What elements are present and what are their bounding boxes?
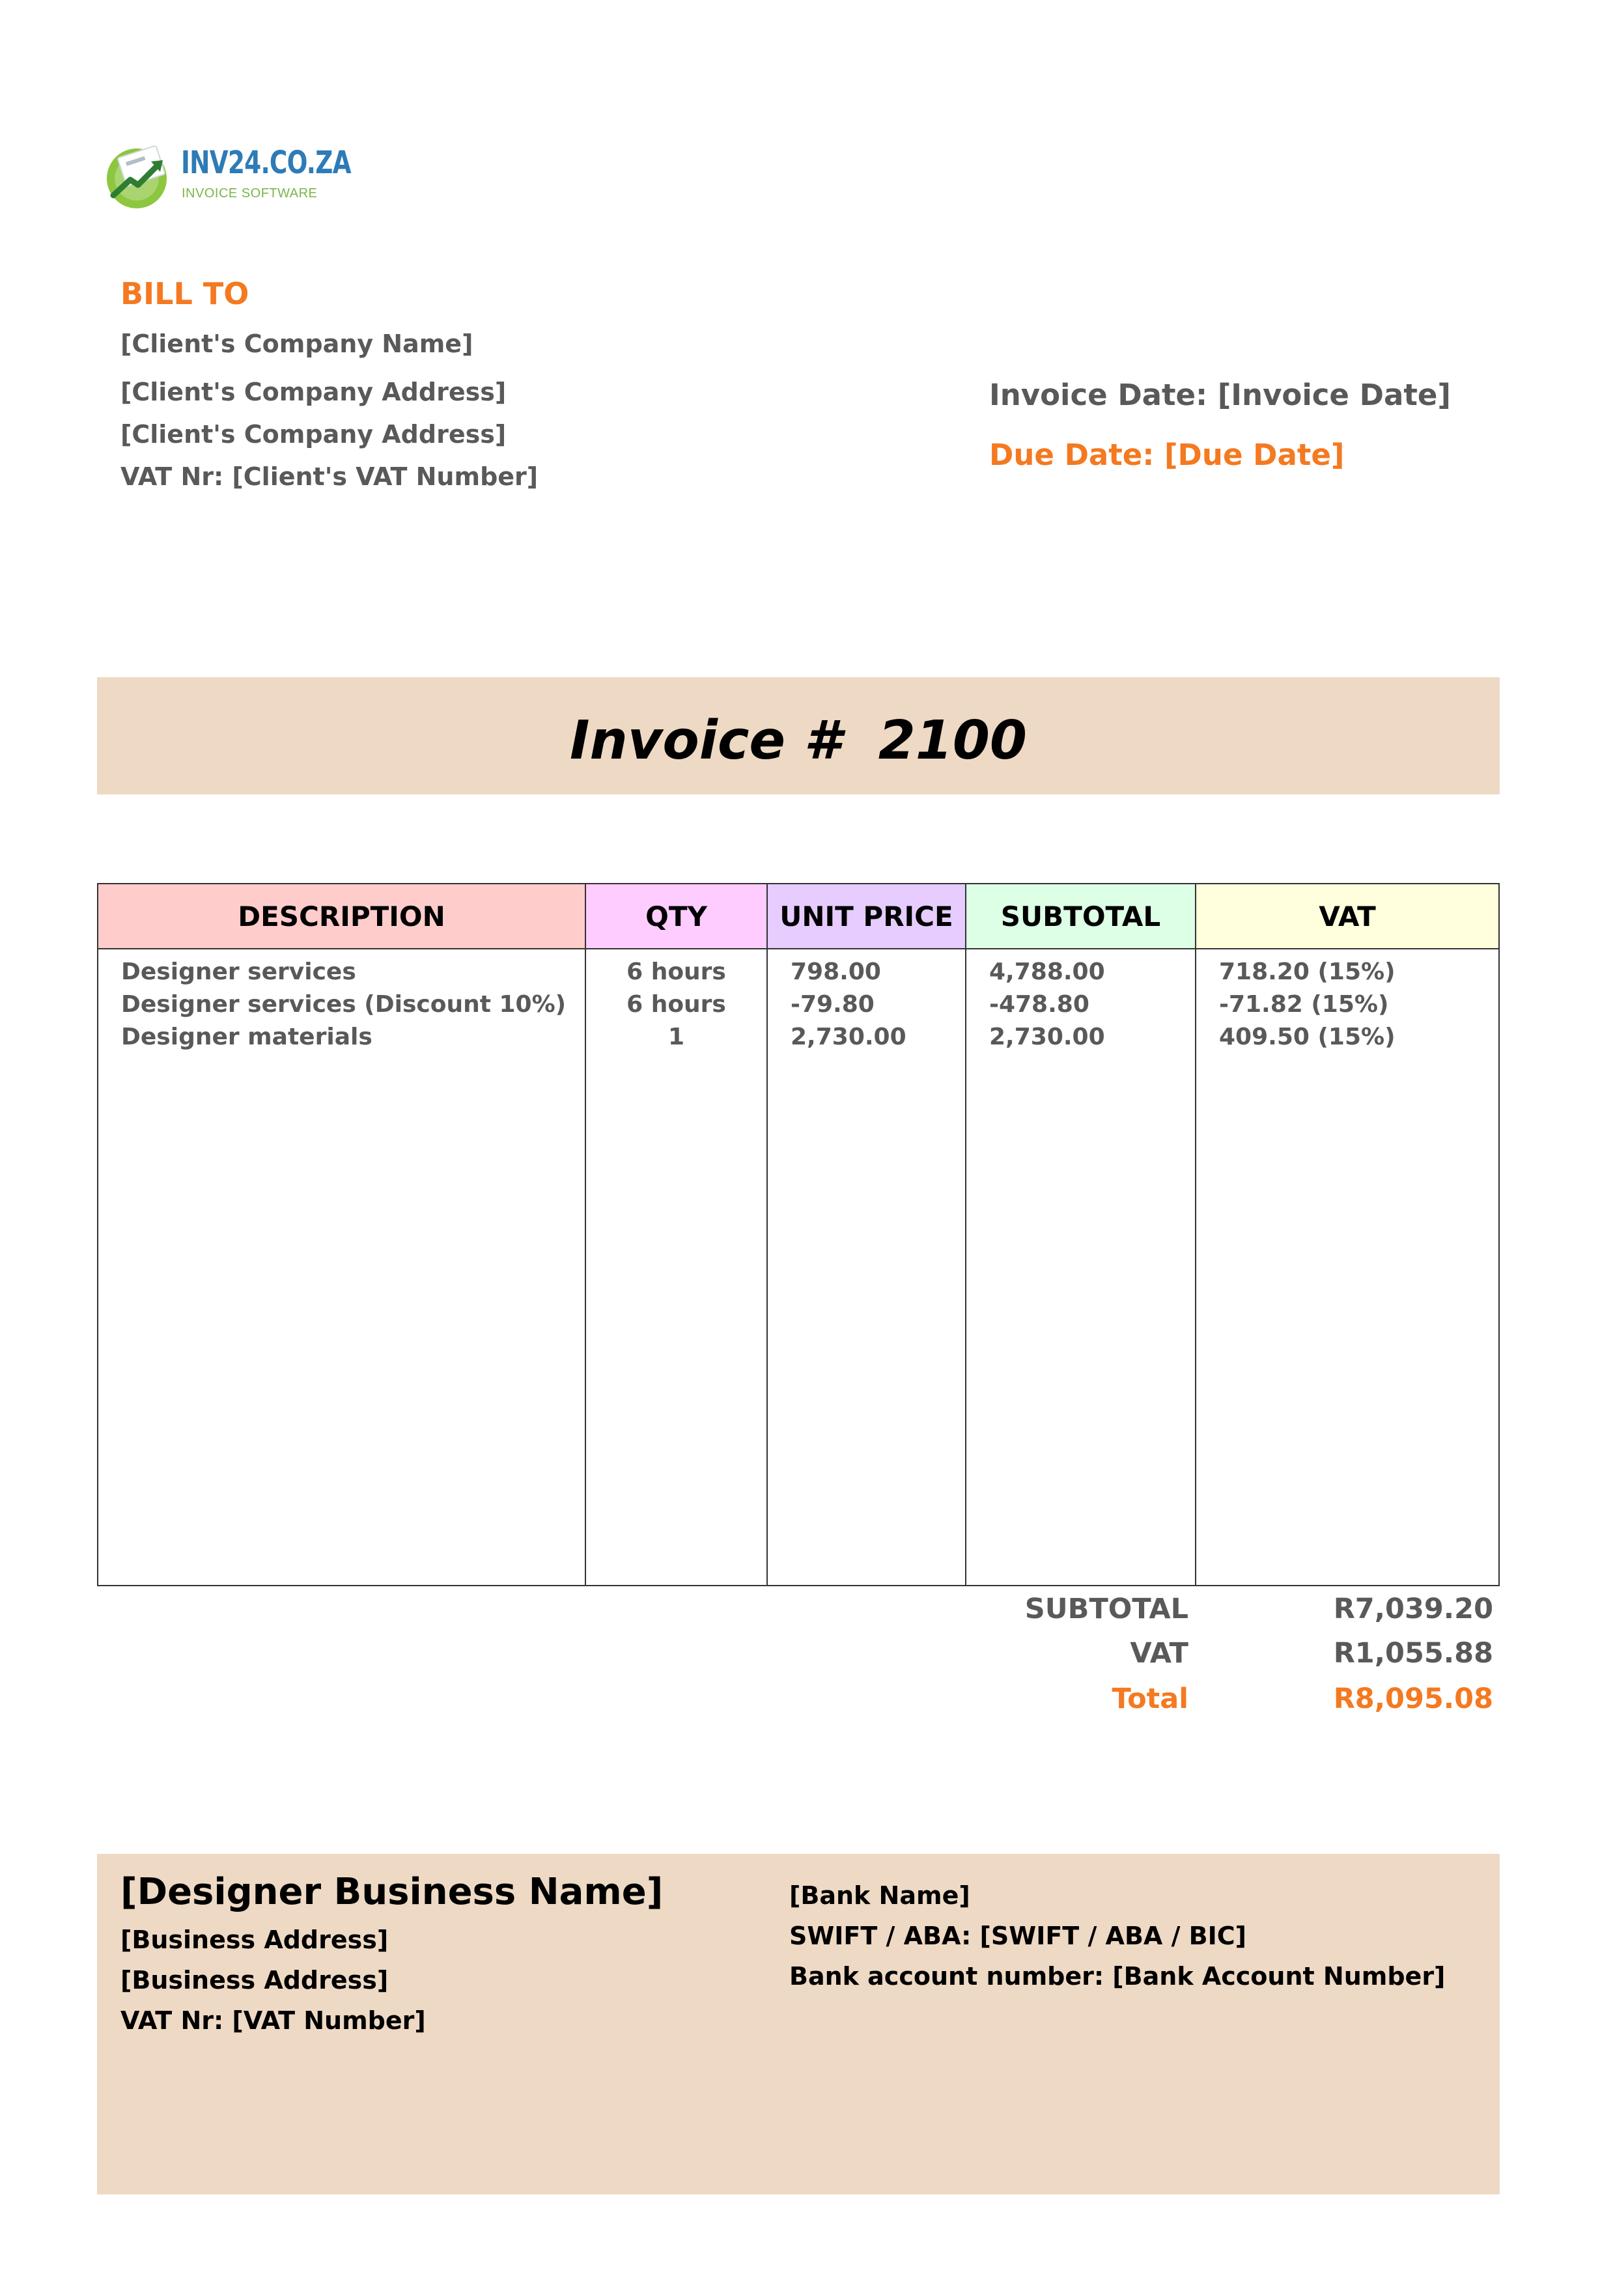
vat-label: VAT: [1130, 1637, 1188, 1670]
subtotal-header: SUBTOTAL: [966, 884, 1195, 949]
client-address-2: [Client's Company Address]: [120, 420, 507, 449]
table-cell-subtotal: 2,730.00: [989, 1024, 1105, 1050]
bank-swift: SWIFT / ABA: [SWIFT / ABA / BIC]: [789, 1922, 1247, 1950]
invoice-title: Invoice # 2100: [570, 710, 1027, 772]
bill-to-title: BILL TO: [120, 276, 249, 311]
client-company-name: [Client's Company Name]: [120, 329, 473, 358]
items-table: [97, 883, 1500, 1586]
subtotal-column: [966, 884, 1196, 1585]
logo-text: INV24.CO.ZA: [181, 145, 351, 181]
table-cell-vat: 409.50 (15%): [1219, 1024, 1396, 1050]
business-vat: VAT Nr: [VAT Number]: [120, 2006, 426, 2035]
total-value: R8,095.08: [1333, 1683, 1493, 1715]
logo-icon: [104, 142, 176, 210]
subtotal-label: SUBTOTAL: [1024, 1593, 1188, 1625]
client-vat: VAT Nr: [Client's VAT Number]: [120, 462, 539, 491]
vat-value: R1,055.88: [1333, 1637, 1493, 1670]
total-label: Total: [1112, 1683, 1188, 1715]
table-cell-description: Designer services: [121, 959, 356, 985]
bank-name: [Bank Name]: [789, 1881, 970, 1910]
logo: [104, 142, 351, 210]
table-cell-unit-price: -79.80: [791, 991, 875, 1018]
subtotal-value: R7,039.20: [1333, 1593, 1493, 1625]
table-cell-qty: 6 hours: [626, 991, 726, 1018]
business-name: [Designer Business Name]: [120, 1871, 664, 1913]
footer-panel: [97, 1854, 1500, 2194]
unit-price-header: UNIT PRICE: [768, 884, 965, 949]
vat-column: [1196, 884, 1498, 1585]
table-cell-unit-price: 2,730.00: [791, 1024, 906, 1050]
client-address-1: [Client's Company Address]: [120, 378, 507, 406]
invoice-banner: [97, 677, 1500, 794]
description-column: [98, 884, 586, 1585]
description-header: DESCRIPTION: [98, 884, 585, 949]
bank-account-number: Bank account number: [Bank Account Number]: [789, 1962, 1446, 1991]
table-cell-vat: 718.20 (15%): [1219, 959, 1396, 985]
unit-price-column: [768, 884, 966, 1585]
table-cell-description: Designer services (Discount 10%): [121, 991, 567, 1018]
table-cell-subtotal: 4,788.00: [989, 959, 1105, 985]
table-cell-unit-price: 798.00: [791, 959, 881, 985]
table-cell-description: Designer materials: [121, 1024, 372, 1050]
due-date: Due Date: [Due Date]: [989, 438, 1345, 472]
vat-header: VAT: [1196, 884, 1498, 949]
business-address-1: [Business Address]: [120, 1925, 389, 1954]
table-cell-vat: -71.82 (15%): [1219, 991, 1389, 1018]
business-address-2: [Business Address]: [120, 1966, 389, 1995]
table-cell-subtotal: -478.80: [989, 991, 1089, 1018]
logo-subtitle: INVOICE SOFTWARE: [182, 186, 318, 201]
table-cell-qty: 6 hours: [626, 959, 726, 985]
qty-column: [586, 884, 768, 1585]
qty-header: QTY: [586, 884, 766, 949]
invoice-date: Invoice Date: [Invoice Date]: [989, 378, 1451, 412]
table-cell-qty: 1: [667, 1024, 685, 1050]
